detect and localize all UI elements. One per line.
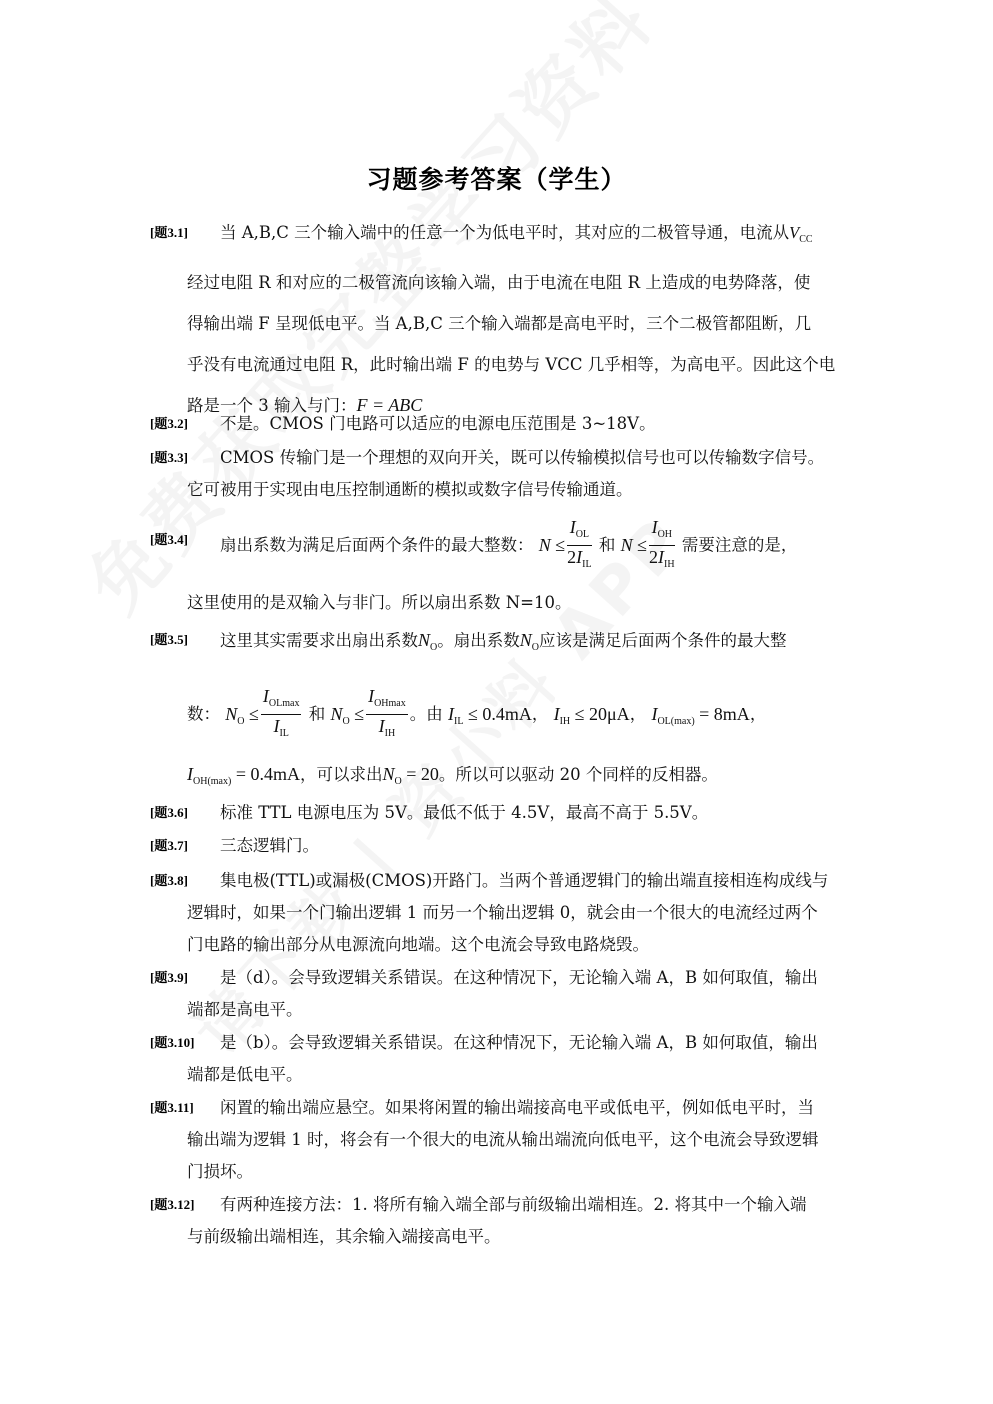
answer-3-6 <box>150 800 845 826</box>
answer-3-12 <box>150 1189 845 1253</box>
fanout-formula-low: N ≤ $\frac{I_{OL}}{2I_{IL}}$ <box>538 517 592 570</box>
answer-text: 路是一个 3 输入与门： <box>187 396 357 415</box>
answer-text: 它可被用于实现由电压控制通断的模拟或数字信号传输通道。 <box>187 480 633 499</box>
answer-label: [题3.1] <box>150 225 188 240</box>
answer-3-9 <box>150 962 845 1026</box>
answer-3-2 <box>150 411 845 437</box>
answer-text: 逻辑时，如果一个门输出逻辑 1 而另一个输出逻辑 0，就会由一个很大的电流经过两个 <box>187 903 818 922</box>
answer-text: 端都是高电平。 <box>187 1000 303 1019</box>
answer-text: 这里其实需要求出扇出系数 <box>220 631 418 650</box>
answer-text: 得输出端 F 呈现低电平。当 A,B,C 三个输入端都是高电平时，三个二极管都阻断，几 <box>187 314 812 333</box>
fanout-formula-high: N ≤ $\frac{I_{OH}}{2I_{IH}}$ <box>620 517 675 570</box>
answer-text: 不是。CMOS 门电路可以适应的电源电压范围是 3~18V。 <box>220 414 656 433</box>
answer-text: ， <box>531 704 549 724</box>
answer-label: [题3.8] <box>150 873 188 888</box>
answer-text: 扇出系数为满足后面两个条件的最大整数： <box>220 535 534 555</box>
answer-label: [题3.7] <box>150 838 188 853</box>
answer-label: [题3.3] <box>150 450 188 465</box>
answer-text: 闲置的输出端应悬空。如果将闲置的输出端接高电平或低电平，例如低电平时，当 <box>220 1098 814 1117</box>
answer-text: 门损坏。 <box>187 1162 253 1181</box>
answer-text: CMOS 传输门是一个理想的双向开关，既可以传输模拟信号也可以传输数字信号。 <box>220 448 825 467</box>
answer-text: 这里使用的是双输入与非门。所以扇出系数 N=10。 <box>187 593 572 612</box>
answer-text: 和 <box>598 535 616 555</box>
answer-text: 应该是满足后面两个条件的最大整 <box>539 631 787 650</box>
answer-3-8 <box>150 865 845 961</box>
answer-text: 标准 TTL 电源电压为 5V。最低不低于 4.5V，最高不高于 5.5V。 <box>220 803 709 822</box>
answer-text: 数： <box>187 704 220 724</box>
answer-text: 三态逻辑门。 <box>220 836 319 855</box>
ioh-max-value: = 0.4mA <box>235 764 300 784</box>
answer-text: 和 <box>308 704 326 724</box>
answer-text: 当 A,B,C 三个输入端中的任意一个为低电平时，其对应的二极管导通，电流从 <box>220 223 790 242</box>
vcc-symbol: $V_{CC}$ <box>789 223 813 245</box>
formula-f-abc: F = ABC <box>356 395 423 415</box>
answer-text: 有两种连接方法：1. 将所有输入端全部与前级输出端相连。2. 将其中一个输入端 <box>220 1195 807 1214</box>
answer-text: 。扇出系数 <box>437 631 520 650</box>
no-symbol: $N_O$ <box>519 630 539 653</box>
answer-text: ，可以求出 <box>299 765 383 784</box>
iil-value: ≤ 0.4mA <box>467 703 532 724</box>
fanout-formula-high-max: $N_O$ ≤ $\frac{I_{OHmax}}{I_{IH}}$ <box>330 686 406 739</box>
answer-text: 是（b）。会导致逻辑关系错误。在这种情况下，无论输入端 A，B 如何取值，输出 <box>220 1033 818 1052</box>
answer-text: 端都是低电平。 <box>187 1065 303 1084</box>
answer-text: ， <box>629 704 647 724</box>
answer-text: 是（d）。会导致逻辑关系错误。在这种情况下，无论输入端 A，B 如何取值，输出 <box>220 968 818 987</box>
no-symbol: $N_O$ <box>418 630 438 653</box>
answer-3-7 <box>150 833 845 859</box>
answer-text: 需要注意的是， <box>681 535 798 555</box>
answer-label: [题3.12] <box>150 1197 195 1212</box>
answer-3-4 <box>150 517 845 616</box>
answer-text: 乎没有电流通过电阻 R，此时输出端 F 的电势与 VCC 几乎相等，为高电平。因此这个电 <box>187 355 836 374</box>
answer-label: [题3.11] <box>150 1100 194 1115</box>
answer-label: [题3.9] <box>150 970 188 985</box>
answer-3-10 <box>150 1027 845 1091</box>
iih-value: ≤ 20μA <box>574 703 630 724</box>
answer-3-11 <box>150 1092 845 1188</box>
answer-text: 经过电阻 R 和对应的二极管流向该输入端，由于电流在电阻 R 上造成的电势降落，使 <box>187 273 811 292</box>
answer-3-3 <box>150 442 845 506</box>
answer-text: 。由 <box>409 704 443 724</box>
answer-text: 。所以可以驱动 20 个同样的反相器。 <box>438 765 718 784</box>
fanout-formula-low-max: $N_O$ ≤ $\frac{I_{OLmax}}{I_{IL}}$ <box>225 686 300 739</box>
answer-text: ， <box>749 704 767 724</box>
answer-text: 与前级输出端相连，其余输入端接高电平。 <box>187 1227 501 1246</box>
answer-label: [题3.6] <box>150 805 188 820</box>
answer-text: 输出端为逻辑 1 时，将会有一个很大的电流从输出端流向低电平，这个电流会导致逻辑 <box>187 1130 819 1149</box>
answer-label: [题3.4] <box>150 532 188 547</box>
answer-3-1 <box>150 218 845 426</box>
answer-label: [题3.10] <box>150 1035 195 1050</box>
answer-label: [题3.2] <box>150 416 188 431</box>
no-value: = 20 <box>406 764 439 784</box>
answer-text: 集电极(TTL)或漏极(CMOS)开路门。当两个普通逻辑门的输出端直接相连构成线与 <box>220 871 829 890</box>
answer-text: 门电路的输出部分从电源流向地端。这个电流会导致电路烧毁。 <box>187 935 649 954</box>
page-title: 习题参考答案（学生） <box>366 165 627 194</box>
answer-3-5: [题3.5] 这里其实需要求出扇出系数$N_O$。扇出系数$N_O$应该是满足后面两个条件的最大整 数： $N_O$ ≤ $\frac{I_{OLmax}}{I_{IL}}$ 和 $N_O$ ≤ $\frac{I_{OHmax}}{I_{IH}}$ 。由 $I_{IL} \le 0.4mA$， $I_{IH} \le 20\mu A$， $I_{OL(max)} = 8mA$， $I_{OH(max)} = 0.4mA$，可以求出$N_O = 20$。所以可以驱动 20 个同样的反相器。 <box>150 626 845 797</box>
iol-max-value: = 8mA <box>699 703 750 724</box>
answer-label: [题3.5] <box>150 632 188 647</box>
